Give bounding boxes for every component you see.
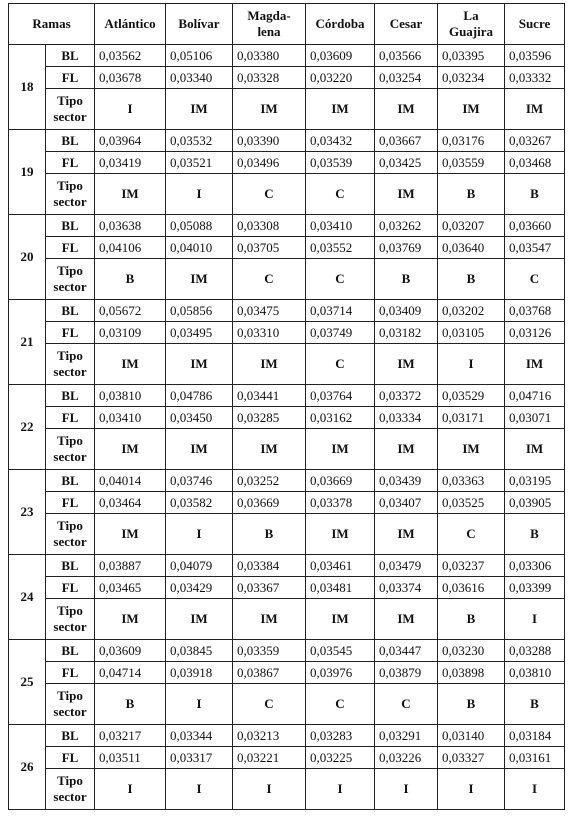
row-label-tipo: Tipo sector xyxy=(46,174,95,215)
tipo-value-cell: B xyxy=(505,684,565,725)
fl-value-cell: 0,03429 xyxy=(166,577,233,599)
fl-value-cell: 0,03468 xyxy=(505,152,565,174)
bl-value-cell: 0,03306 xyxy=(505,555,565,577)
fl-value-cell: 0,03332 xyxy=(505,67,565,89)
header-col: Cesar xyxy=(375,4,438,45)
row-label-fl: FL xyxy=(46,322,95,344)
tipo-value-cell: IM xyxy=(95,174,166,215)
fl-value-cell: 0,03340 xyxy=(166,67,233,89)
tipo-value-cell: B xyxy=(95,684,166,725)
header-ramas: Ramas xyxy=(9,4,95,45)
row-label-fl: FL xyxy=(46,662,95,684)
table-row-bl xyxy=(9,300,565,322)
row-label-tipo: Tipo sector xyxy=(46,514,95,555)
bl-value-cell: 0,03475 xyxy=(233,300,306,322)
bl-value-cell: 0,03461 xyxy=(306,555,375,577)
bl-value-cell: 0,03291 xyxy=(375,725,438,747)
fl-value-cell: 0,03616 xyxy=(438,577,505,599)
table-row-bl xyxy=(9,385,565,407)
tipo-value-cell: IM xyxy=(505,429,565,470)
bl-value-cell: 0,03667 xyxy=(375,130,438,152)
fl-value-cell: 0,03378 xyxy=(306,492,375,514)
bl-value-cell: 0,03380 xyxy=(233,45,306,67)
rama-number: 18 xyxy=(9,45,46,130)
bl-value-cell: 0,03237 xyxy=(438,555,505,577)
tipo-value-cell: IM xyxy=(166,429,233,470)
row-label-tipo: Tipo sector xyxy=(46,89,95,130)
bl-value-cell: 0,03545 xyxy=(306,640,375,662)
tipo-value-cell: B xyxy=(438,174,505,215)
tipo-value-cell: I xyxy=(375,769,438,810)
fl-value-cell: 0,03582 xyxy=(166,492,233,514)
tipo-value-cell: I xyxy=(438,344,505,385)
fl-value-cell: 0,03419 xyxy=(95,152,166,174)
tipo-value-cell: B xyxy=(505,514,565,555)
fl-value-cell: 0,03162 xyxy=(306,407,375,429)
tipo-value-cell: C xyxy=(306,259,375,300)
fl-value-cell: 0,03976 xyxy=(306,662,375,684)
row-label-fl: FL xyxy=(46,67,95,89)
bl-value-cell: 0,03384 xyxy=(233,555,306,577)
fl-value-cell: 0,03317 xyxy=(166,747,233,769)
bl-value-cell: 0,04786 xyxy=(166,385,233,407)
row-label-tipo: Tipo sector xyxy=(46,769,95,810)
bl-value-cell: 0,03638 xyxy=(95,215,166,237)
bl-value-cell: 0,03845 xyxy=(166,640,233,662)
bl-value-cell: 0,03202 xyxy=(438,300,505,322)
bl-value-cell: 0,03746 xyxy=(166,470,233,492)
bl-value-cell: 0,03964 xyxy=(95,130,166,152)
bl-value-cell: 0,05088 xyxy=(166,215,233,237)
tipo-value-cell: IM xyxy=(375,599,438,640)
table-row-fl xyxy=(9,662,565,684)
table-row-bl xyxy=(9,640,565,662)
table-row-fl xyxy=(9,747,565,769)
fl-value-cell: 0,03669 xyxy=(233,492,306,514)
table-row-tipo xyxy=(9,599,565,640)
row-label-fl: FL xyxy=(46,152,95,174)
bl-value-cell: 0,03764 xyxy=(306,385,375,407)
rama-number: 25 xyxy=(9,640,46,725)
tipo-value-cell: IM xyxy=(95,344,166,385)
tipo-value-cell: IM xyxy=(375,344,438,385)
row-label-fl: FL xyxy=(46,577,95,599)
header-col: Bolívar xyxy=(166,4,233,45)
bl-value-cell: 0,03230 xyxy=(438,640,505,662)
rama-number: 26 xyxy=(9,725,46,810)
table-row-bl xyxy=(9,470,565,492)
fl-value-cell: 0,03310 xyxy=(233,322,306,344)
bl-value-cell: 0,03395 xyxy=(438,45,505,67)
tipo-value-cell: C xyxy=(306,174,375,215)
table-row-fl xyxy=(9,492,565,514)
table-container xyxy=(8,3,565,810)
bl-value-cell: 0,03596 xyxy=(505,45,565,67)
bl-value-cell: 0,03363 xyxy=(438,470,505,492)
fl-value-cell: 0,03547 xyxy=(505,237,565,259)
bl-value-cell: 0,05106 xyxy=(166,45,233,67)
tipo-value-cell: IM xyxy=(233,429,306,470)
table-row-fl xyxy=(9,322,565,344)
fl-value-cell: 0,03539 xyxy=(306,152,375,174)
bl-value-cell: 0,03410 xyxy=(306,215,375,237)
rama-number: 24 xyxy=(9,555,46,640)
bl-value-cell: 0,03447 xyxy=(375,640,438,662)
tipo-value-cell: IM xyxy=(375,429,438,470)
row-label-tipo: Tipo sector xyxy=(46,684,95,725)
header-col: La Guajira xyxy=(438,4,505,45)
row-label-fl: FL xyxy=(46,237,95,259)
table-row-tipo xyxy=(9,344,565,385)
fl-value-cell: 0,03234 xyxy=(438,67,505,89)
bl-value-cell: 0,03140 xyxy=(438,725,505,747)
row-label-bl: BL xyxy=(46,725,95,747)
bl-value-cell: 0,03184 xyxy=(505,725,565,747)
fl-value-cell: 0,03521 xyxy=(166,152,233,174)
fl-value-cell: 0,03220 xyxy=(306,67,375,89)
table-row-tipo xyxy=(9,89,565,130)
table-row-bl xyxy=(9,130,565,152)
fl-value-cell: 0,03105 xyxy=(438,322,505,344)
tipo-value-cell: IM xyxy=(375,514,438,555)
row-label-bl: BL xyxy=(46,555,95,577)
tipo-value-cell: IM xyxy=(505,344,565,385)
row-label-tipo: Tipo sector xyxy=(46,429,95,470)
tipo-value-cell: IM xyxy=(233,89,306,130)
fl-value-cell: 0,03511 xyxy=(95,747,166,769)
tipo-value-cell: IM xyxy=(306,89,375,130)
bl-value-cell: 0,03207 xyxy=(438,215,505,237)
row-label-fl: FL xyxy=(46,407,95,429)
fl-value-cell: 0,03425 xyxy=(375,152,438,174)
fl-value-cell: 0,03327 xyxy=(438,747,505,769)
fl-value-cell: 0,03334 xyxy=(375,407,438,429)
rama-number: 23 xyxy=(9,470,46,555)
table-row-tipo xyxy=(9,514,565,555)
fl-value-cell: 0,03898 xyxy=(438,662,505,684)
tipo-value-cell: C xyxy=(306,684,375,725)
bl-value-cell: 0,03252 xyxy=(233,470,306,492)
row-label-bl: BL xyxy=(46,385,95,407)
bl-value-cell: 0,03532 xyxy=(166,130,233,152)
fl-value-cell: 0,03465 xyxy=(95,577,166,599)
fl-value-cell: 0,03171 xyxy=(438,407,505,429)
bl-value-cell: 0,05672 xyxy=(95,300,166,322)
header-col: Atlántico xyxy=(95,4,166,45)
tipo-value-cell: IM xyxy=(233,344,306,385)
row-label-tipo: Tipo sector xyxy=(46,344,95,385)
bl-value-cell: 0,03810 xyxy=(95,385,166,407)
rama-number: 21 xyxy=(9,300,46,385)
header-col: Sucre xyxy=(505,4,565,45)
fl-value-cell: 0,03254 xyxy=(375,67,438,89)
table-row-bl xyxy=(9,555,565,577)
bl-value-cell: 0,05856 xyxy=(166,300,233,322)
tipo-value-cell: C xyxy=(505,259,565,300)
tipo-value-cell: IM xyxy=(438,429,505,470)
tipo-value-cell: IM xyxy=(233,599,306,640)
tipo-value-cell: B xyxy=(438,599,505,640)
bl-value-cell: 0,03566 xyxy=(375,45,438,67)
bl-value-cell: 0,03714 xyxy=(306,300,375,322)
bl-value-cell: 0,03768 xyxy=(505,300,565,322)
tipo-value-cell: IM xyxy=(166,89,233,130)
rama-number: 19 xyxy=(9,130,46,215)
bl-value-cell: 0,03441 xyxy=(233,385,306,407)
fl-value-cell: 0,03749 xyxy=(306,322,375,344)
tipo-value-cell: C xyxy=(438,514,505,555)
bl-value-cell: 0,03609 xyxy=(306,45,375,67)
fl-value-cell: 0,03559 xyxy=(438,152,505,174)
fl-value-cell: 0,03552 xyxy=(306,237,375,259)
table-row-tipo xyxy=(9,769,565,810)
tipo-value-cell: IM xyxy=(306,429,375,470)
fl-value-cell: 0,03496 xyxy=(233,152,306,174)
tipo-value-cell: IM xyxy=(95,429,166,470)
bl-value-cell: 0,03308 xyxy=(233,215,306,237)
bl-value-cell: 0,03432 xyxy=(306,130,375,152)
tipo-value-cell: C xyxy=(306,344,375,385)
fl-value-cell: 0,03905 xyxy=(505,492,565,514)
bl-value-cell: 0,03479 xyxy=(375,555,438,577)
fl-value-cell: 0,03705 xyxy=(233,237,306,259)
fl-value-cell: 0,03374 xyxy=(375,577,438,599)
table-row-fl xyxy=(9,67,565,89)
tipo-value-cell: IM xyxy=(166,599,233,640)
fl-value-cell: 0,03450 xyxy=(166,407,233,429)
tipo-value-cell: C xyxy=(233,174,306,215)
fl-value-cell: 0,03285 xyxy=(233,407,306,429)
row-label-bl: BL xyxy=(46,45,95,67)
tipo-value-cell: I xyxy=(166,514,233,555)
bl-value-cell: 0,04716 xyxy=(505,385,565,407)
row-label-fl: FL xyxy=(46,492,95,514)
tipo-value-cell: B xyxy=(375,259,438,300)
table-row-fl xyxy=(9,152,565,174)
tipo-value-cell: C xyxy=(375,684,438,725)
tipo-value-cell: C xyxy=(233,684,306,725)
tipo-value-cell: IM xyxy=(95,599,166,640)
table-row-fl xyxy=(9,577,565,599)
fl-value-cell: 0,04106 xyxy=(95,237,166,259)
bl-value-cell: 0,03176 xyxy=(438,130,505,152)
fl-value-cell: 0,03525 xyxy=(438,492,505,514)
row-label-fl: FL xyxy=(46,747,95,769)
data-table xyxy=(8,3,565,810)
tipo-value-cell: I xyxy=(166,769,233,810)
bl-value-cell: 0,03887 xyxy=(95,555,166,577)
bl-value-cell: 0,03669 xyxy=(306,470,375,492)
tipo-value-cell: B xyxy=(438,259,505,300)
fl-value-cell: 0,03879 xyxy=(375,662,438,684)
fl-value-cell: 0,03221 xyxy=(233,747,306,769)
tipo-value-cell: IM xyxy=(306,514,375,555)
bl-value-cell: 0,03390 xyxy=(233,130,306,152)
bl-value-cell: 0,03609 xyxy=(95,640,166,662)
bl-value-cell: 0,03359 xyxy=(233,640,306,662)
tipo-value-cell: IM xyxy=(306,599,375,640)
table-row-bl xyxy=(9,45,565,67)
fl-value-cell: 0,03769 xyxy=(375,237,438,259)
fl-value-cell: 0,03918 xyxy=(166,662,233,684)
rama-number: 22 xyxy=(9,385,46,470)
bl-value-cell: 0,03283 xyxy=(306,725,375,747)
bl-value-cell: 0,03409 xyxy=(375,300,438,322)
tipo-value-cell: I xyxy=(95,769,166,810)
fl-value-cell: 0,03126 xyxy=(505,322,565,344)
table-header xyxy=(9,4,565,45)
fl-value-cell: 0,04714 xyxy=(95,662,166,684)
fl-value-cell: 0,03495 xyxy=(166,322,233,344)
bl-value-cell: 0,03439 xyxy=(375,470,438,492)
header-col: Córdoba xyxy=(306,4,375,45)
fl-value-cell: 0,03367 xyxy=(233,577,306,599)
bl-value-cell: 0,03262 xyxy=(375,215,438,237)
fl-value-cell: 0,03678 xyxy=(95,67,166,89)
fl-value-cell: 0,04010 xyxy=(166,237,233,259)
tipo-value-cell: I xyxy=(166,174,233,215)
tipo-value-cell: B xyxy=(233,514,306,555)
bl-value-cell: 0,03562 xyxy=(95,45,166,67)
row-label-tipo: Tipo sector xyxy=(46,259,95,300)
table-row-bl xyxy=(9,215,565,237)
tipo-value-cell: B xyxy=(438,684,505,725)
tipo-value-cell: IM xyxy=(95,514,166,555)
tipo-value-cell: IM xyxy=(375,89,438,130)
bl-value-cell: 0,03217 xyxy=(95,725,166,747)
row-label-tipo: Tipo sector xyxy=(46,599,95,640)
row-label-bl: BL xyxy=(46,300,95,322)
bl-value-cell: 0,03267 xyxy=(505,130,565,152)
bl-value-cell: 0,03213 xyxy=(233,725,306,747)
row-label-bl: BL xyxy=(46,130,95,152)
tipo-value-cell: IM xyxy=(166,344,233,385)
tipo-value-cell: IM xyxy=(505,89,565,130)
tipo-value-cell: IM xyxy=(375,174,438,215)
fl-value-cell: 0,03328 xyxy=(233,67,306,89)
fl-value-cell: 0,03182 xyxy=(375,322,438,344)
tipo-value-cell: B xyxy=(505,174,565,215)
bl-value-cell: 0,03288 xyxy=(505,640,565,662)
fl-value-cell: 0,03464 xyxy=(95,492,166,514)
table-row-tipo xyxy=(9,684,565,725)
fl-value-cell: 0,03399 xyxy=(505,577,565,599)
fl-value-cell: 0,03225 xyxy=(306,747,375,769)
header-col: Magda- lena xyxy=(233,4,306,45)
tipo-value-cell: I xyxy=(438,769,505,810)
tipo-value-cell: IM xyxy=(438,89,505,130)
table-body xyxy=(9,45,565,810)
table-row-tipo xyxy=(9,429,565,470)
bl-value-cell: 0,03372 xyxy=(375,385,438,407)
tipo-value-cell: I xyxy=(505,599,565,640)
fl-value-cell: 0,03071 xyxy=(505,407,565,429)
bl-value-cell: 0,03195 xyxy=(505,470,565,492)
bl-value-cell: 0,03529 xyxy=(438,385,505,407)
tipo-value-cell: I xyxy=(505,769,565,810)
row-label-bl: BL xyxy=(46,215,95,237)
rama-number: 20 xyxy=(9,215,46,300)
row-label-bl: BL xyxy=(46,640,95,662)
fl-value-cell: 0,03640 xyxy=(438,237,505,259)
table-row-tipo xyxy=(9,259,565,300)
tipo-value-cell: I xyxy=(166,684,233,725)
tipo-value-cell: C xyxy=(233,259,306,300)
fl-value-cell: 0,03867 xyxy=(233,662,306,684)
bl-value-cell: 0,03344 xyxy=(166,725,233,747)
fl-value-cell: 0,03810 xyxy=(505,662,565,684)
fl-value-cell: 0,03410 xyxy=(95,407,166,429)
table-row-fl xyxy=(9,237,565,259)
fl-value-cell: 0,03481 xyxy=(306,577,375,599)
fl-value-cell: 0,03109 xyxy=(95,322,166,344)
bl-value-cell: 0,04079 xyxy=(166,555,233,577)
bl-value-cell: 0,03660 xyxy=(505,215,565,237)
tipo-value-cell: B xyxy=(95,259,166,300)
tipo-value-cell: I xyxy=(233,769,306,810)
fl-value-cell: 0,03407 xyxy=(375,492,438,514)
table-row-tipo xyxy=(9,174,565,215)
tipo-value-cell: IM xyxy=(166,259,233,300)
fl-value-cell: 0,03161 xyxy=(505,747,565,769)
table-row-bl xyxy=(9,725,565,747)
tipo-value-cell: I xyxy=(95,89,166,130)
row-label-bl: BL xyxy=(46,470,95,492)
fl-value-cell: 0,03226 xyxy=(375,747,438,769)
tipo-value-cell: I xyxy=(306,769,375,810)
table-row-fl xyxy=(9,407,565,429)
bl-value-cell: 0,04014 xyxy=(95,470,166,492)
